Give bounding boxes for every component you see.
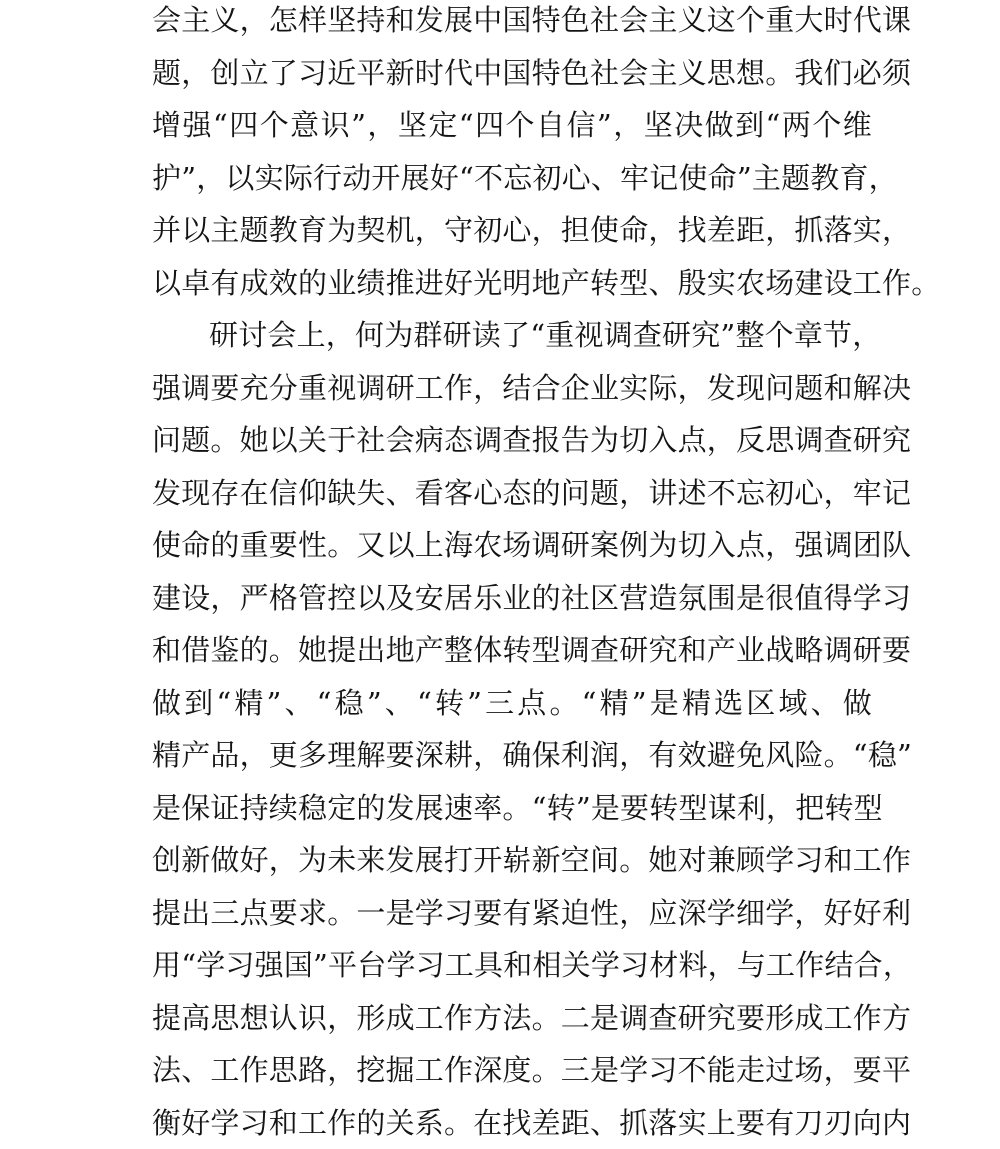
text-line: 护”，以实际行动开展好“不忘初心、牢记使命”主题教育， [152,152,872,205]
text-line: 强调要充分重视调研工作，结合企业实际，发现问题和解决 [152,362,872,415]
text-line: 法、工作思路，挖掘工作深度。三是学习不能走过场，要平 [152,1044,872,1097]
text-line: 增强“四个意识”，坚定“四个自信”，坚决做到“两个维 [152,99,872,152]
text-line: 并以主题教育为契机，守初心，担使命，找差距，抓落实， [152,204,872,257]
paragraph-start-line: 研讨会上，何为群研读了“重视调查研究”整个章节， [152,309,872,362]
text-line: 以卓有成效的业绩推进好光明地产转型、殷实农场建设工作。 [152,257,872,310]
text-line: 精产品，更多理解要深耕，确保利润，有效避免风险。“稳” [152,729,872,782]
text-line: 提出三点要求。一是学习要有紧迫性，应深学细学，好好利 [152,887,872,940]
text-line: 发现存在信仰缺失、看客心态的问题，讲述不忘初心，牢记 [152,467,872,520]
document-body [152,0,872,1149]
text-line: 衡好学习和工作的关系。在找差距、抓落实上要有刀刃向内 [152,1097,872,1149]
text-line: 建设，严格管控以及安居乐业的社区营造氛围是很值得学习 [152,572,872,625]
text-line: 问题。她以关于社会病态调查报告为切入点，反思调查研究 [152,414,872,467]
text-line: 使命的重要性。又以上海农场调研案例为切入点，强调团队 [152,519,872,572]
text-line: 题，创立了习近平新时代中国特色社会主义思想。我们必须 [152,47,872,100]
text-line: 做到“精”、“稳”、“转”三点。“精”是精选区域、做 [152,677,872,730]
text-line: 创新做好，为未来发展打开崭新空间。她对兼顾学习和工作 [152,834,872,887]
text-line: 是保证持续稳定的发展速率。“转”是要转型谋利，把转型 [152,782,872,835]
text-line: 提高思想认识，形成工作方法。二是调查研究要形成工作方 [152,992,872,1045]
text-line: 用“学习强国”平台学习工具和相关学习材料，与工作结合， [152,939,872,992]
text-line: 会主义，怎样坚持和发展中国特色社会主义这个重大时代课 [152,0,872,47]
text-line: 和借鉴的。她提出地产整体转型调查研究和产业战略调研要 [152,624,872,677]
